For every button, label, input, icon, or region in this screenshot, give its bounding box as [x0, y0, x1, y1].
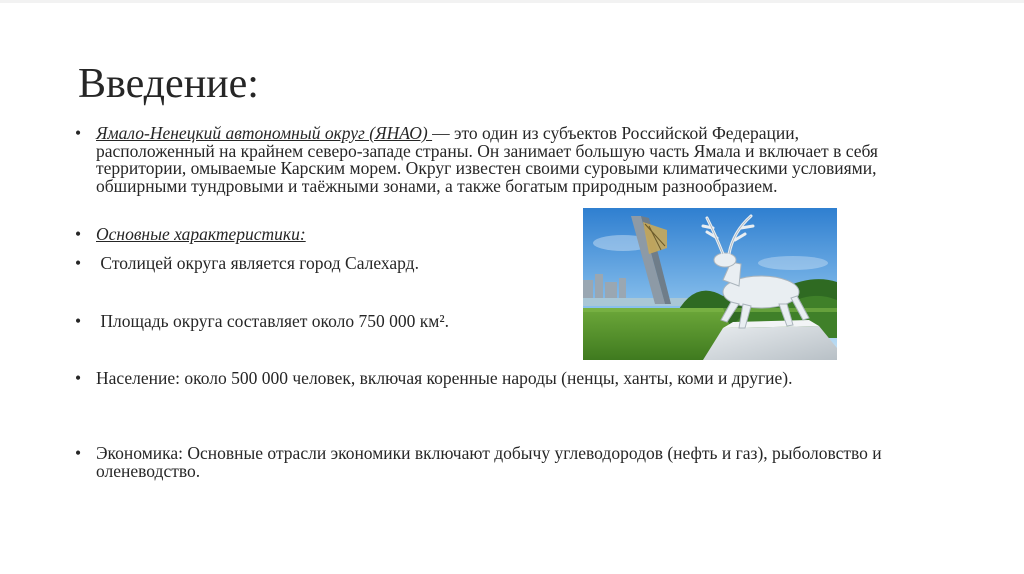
bullet-intro — [75, 123, 896, 196]
bullet-area-text: Площадь округа составляет около 750 000 км². — [96, 311, 449, 331]
bullet-population — [75, 368, 896, 388]
slide-top-edge — [0, 0, 1024, 3]
bullet-capital — [75, 253, 419, 273]
bullet-marker: • — [75, 368, 82, 388]
bullet-economy — [75, 443, 956, 481]
reindeer-statue-photo — [583, 208, 837, 360]
bullet-characteristics-heading: Основные характеристики: — [96, 224, 306, 244]
bullet-marker: • — [75, 123, 82, 143]
bullet-marker: • — [75, 253, 82, 273]
bullet-marker: • — [75, 224, 82, 244]
bullet-characteristics — [75, 224, 306, 244]
bullet-capital-text: Столицей округа является город Салехард. — [96, 253, 419, 273]
reindeer-statue-image — [583, 208, 837, 360]
bullet-intro-lead: Ямало-Ненецкий автономный округ (ЯНАО) — [96, 123, 433, 143]
bullet-economy-text: Экономика: Основные отрасли экономики включают добычу углеводородов (нефть и газ), рыболовство и оленеводство. — [96, 443, 882, 481]
bullet-population-text: Население: около 500 000 человек, включая коренные народы (ненцы, ханты, коми и другие). — [96, 368, 793, 388]
bullet-intro-text: — это один из субъектов Российской Федерации, расположенный на крайнем северо-западе страны. Он занимает большую часть Ямала и включает в себя территории, омываемые Карским морем. Округ известен своими суровыми климатическими условиями, обширными тундровыми и таёжными зонами, а также богатым природным разнообразием. — [96, 123, 878, 196]
bullet-marker: • — [75, 443, 82, 463]
slide-title: Введение: — [78, 61, 259, 107]
bullet-area — [75, 311, 449, 331]
bullet-marker: • — [75, 311, 82, 331]
